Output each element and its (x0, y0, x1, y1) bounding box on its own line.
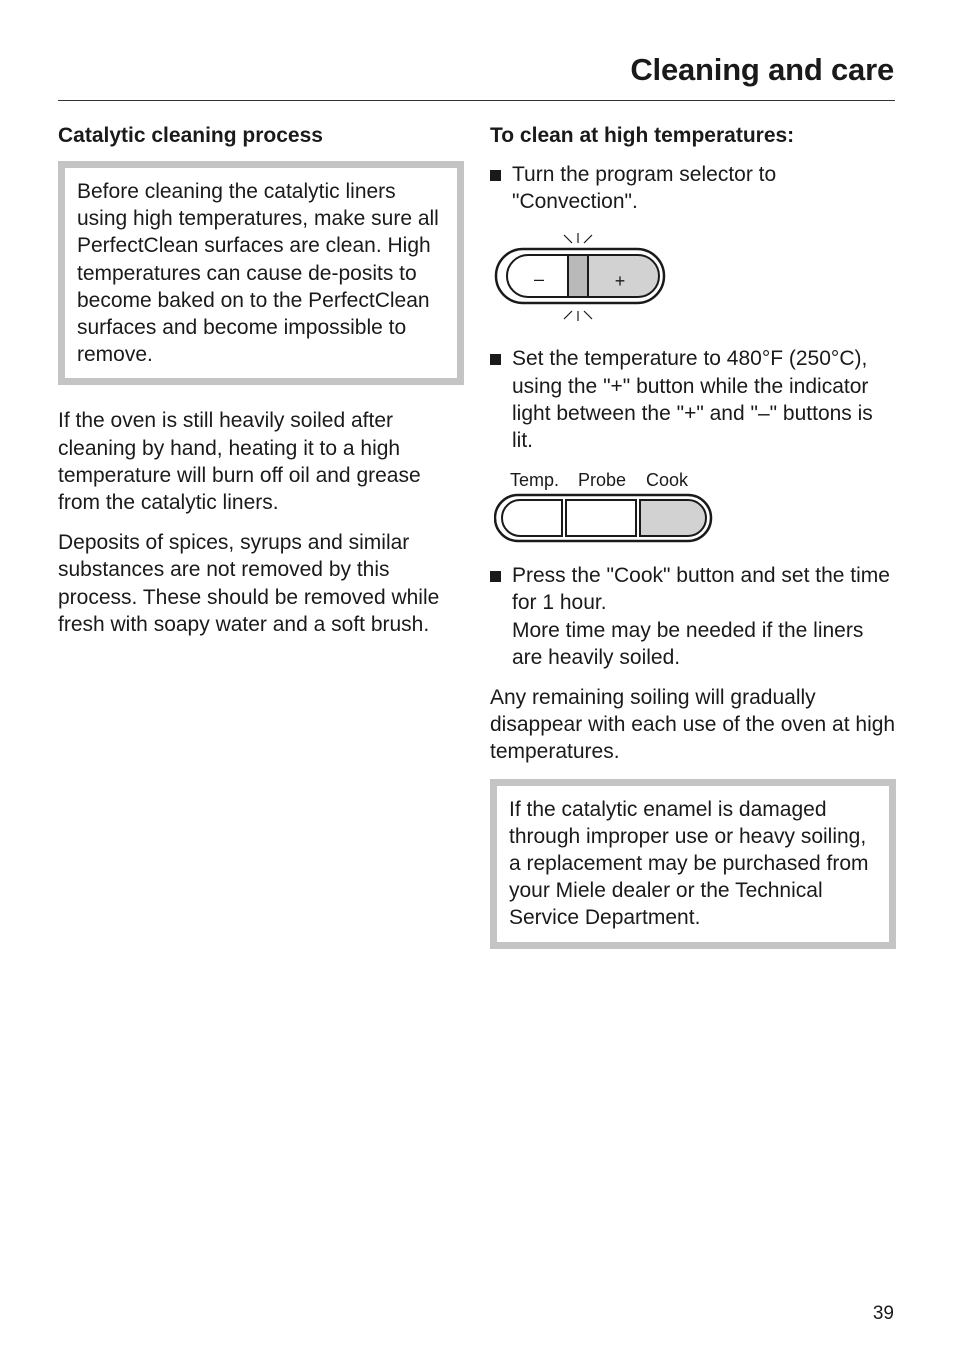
warning-note-box (58, 161, 464, 385)
header-rule (58, 100, 895, 101)
temp-button (502, 500, 562, 536)
plus-icon: + (614, 271, 626, 292)
warning-note-text: Before cleaning the catalytic liners using high temperatures, make sure all PerfectClean surfaces are clean. High temperatures can cause de-posits to become baked on to the PerfectClean surfaces and become impossible to remove. (77, 180, 439, 367)
plus-minus-button-diagram (494, 231, 896, 331)
section-heading-catalytic: Catalytic cleaning process (58, 124, 323, 147)
label-probe: Probe (578, 470, 627, 491)
page-title: Cleaning and care (630, 52, 894, 87)
paragraph-deposits: Deposits of spices, syrups and similar substances are not removed by this process. These should be removed while fresh with soapy water and a soft brush. (58, 531, 440, 636)
indicator-blink-icon-top (564, 233, 592, 243)
replacement-note-box (490, 779, 896, 949)
right-column (490, 122, 896, 971)
bullet-square-icon (490, 571, 501, 582)
left-column (58, 122, 464, 651)
bullet-square-icon (490, 170, 501, 181)
indicator-blink-icon-bottom (564, 311, 592, 321)
step-3-text: Press the "Cook" button and set the time for 1 hour. (512, 564, 890, 615)
page-number: 39 (872, 1303, 894, 1324)
plus-button (588, 255, 659, 297)
step-2 (490, 345, 896, 454)
step-1-text: Turn the program selector to "Convection". (512, 163, 777, 214)
minus-icon: – (533, 269, 545, 290)
paragraph-heavily-soiled: If the oven is still heavily soiled after cleaning by hand, heating it to a high temperature will burn off oil and grease from the catalytic liners. (58, 409, 421, 515)
probe-button (566, 500, 636, 536)
step-3 (490, 562, 896, 671)
paragraph-remaining-soiling: Any remaining soiling will gradually disappear with each use of the oven at high temperatures. (490, 686, 896, 764)
minus-button (507, 255, 568, 297)
replacement-note-text: If the catalytic enamel is damaged through improper use or heavy soiling, a replacement may be purchased from your Miele dealer or the Technical Service Department. (509, 797, 869, 930)
label-cook: Cook (646, 470, 689, 491)
step-3-note: More time may be needed if the liners are heavily soiled. (512, 618, 864, 669)
indicator-light (568, 255, 588, 297)
step-2-text: Set the temperature to 480°F (250°C), using the "+" button while the indicator light between the "+" and "–" buttons is lit. (512, 347, 873, 453)
temp-probe-cook-diagram (494, 468, 896, 548)
section-heading-high-temp: To clean at high temperatures: (490, 124, 795, 147)
cook-button (640, 500, 706, 536)
label-temp: Temp. (510, 470, 560, 491)
step-1 (490, 161, 896, 215)
bullet-square-icon (490, 354, 501, 365)
